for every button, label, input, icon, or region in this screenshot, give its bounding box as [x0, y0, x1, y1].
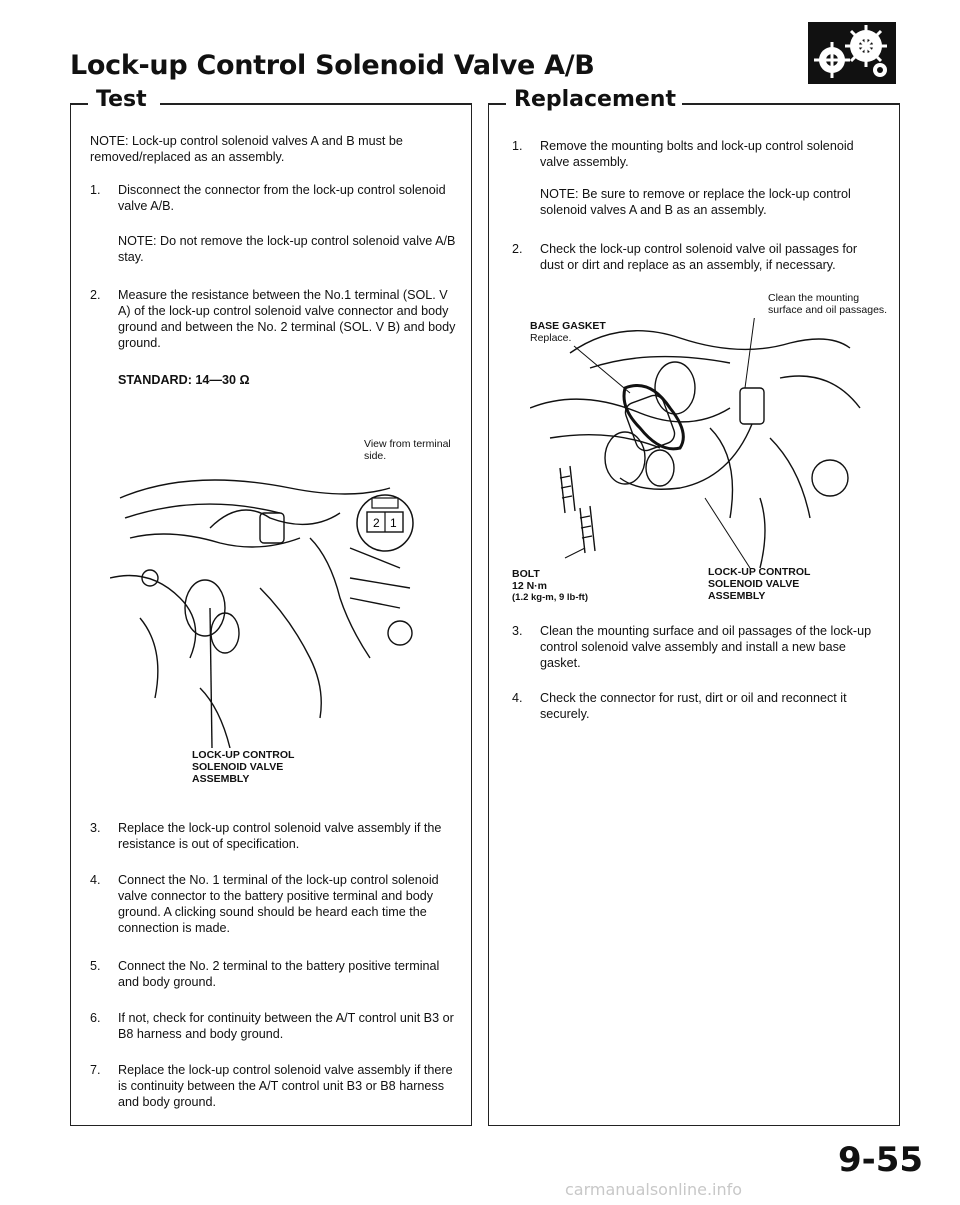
replacement-step-3 — [512, 623, 884, 671]
terminal-2-label: 2 — [373, 516, 380, 530]
step-number: 3. — [90, 821, 101, 835]
test-step-3 — [90, 820, 462, 852]
replacement-heading: Replacement — [508, 87, 682, 113]
replacement-figure — [530, 318, 880, 568]
replacement-step-2 — [512, 241, 882, 273]
replacement-top-rule-right — [660, 103, 900, 105]
clean-label: Clean the mounting surface and oil passages. — [768, 292, 888, 316]
step-number: 7. — [90, 1063, 101, 1077]
bolt-label: BOLT — [512, 568, 540, 580]
test-step-6 — [90, 1010, 462, 1042]
terminal-1-label: 1 — [390, 516, 397, 530]
step-text: Check the connector for rust, dirt or oil and reconnect it securely. — [540, 691, 847, 721]
test-heading: Test — [90, 87, 153, 113]
step-number: 3. — [512, 624, 523, 638]
gears-transmission-icon — [808, 22, 896, 84]
watermark: carmanualsonline.info — [565, 1180, 743, 1199]
test-standard: STANDARD: 14—30 Ω — [118, 373, 250, 387]
test-figure — [110, 458, 460, 748]
page-title: Lock-up Control Solenoid Valve A/B — [70, 50, 595, 81]
step-text: Replace the lock-up control solenoid valve assembly if the resistance is out of specification. — [118, 821, 442, 851]
replacement-figure-callout: LOCK-UP CONTROL SOLENOID VALVE ASSEMBLY — [708, 566, 811, 602]
test-step-1-note: NOTE: Do not remove the lock-up control solenoid valve A/B stay. — [118, 234, 456, 264]
step-text: Remove the mounting bolts and lock-up control solenoid valve assembly. — [540, 139, 854, 169]
step-number: 2. — [90, 288, 101, 302]
page-number: 9-55 — [838, 1140, 924, 1180]
test-note: NOTE: Lock-up control solenoid valves A and B must be removed/replaced as an assembly. — [90, 134, 403, 164]
test-step-2 — [90, 287, 462, 351]
step-text: If not, check for continuity between the A/T control unit B3 or B8 harness and body ground. — [118, 1011, 454, 1041]
bolt-torque-alt: (1.2 kg-m, 9 lb-ft) — [512, 592, 589, 603]
step-text: Disconnect the connector from the lock-up control solenoid valve A/B. — [118, 183, 446, 213]
base-gasket-label: BASE GASKET — [530, 320, 606, 332]
bolt-icon — [560, 466, 595, 553]
step-number: 1. — [512, 139, 523, 153]
bolt-torque: 12 N·m — [512, 580, 548, 592]
step-text: Replace the lock-up control solenoid valve assembly if there is continuity between the A/T control unit B3 or B8 harness and body ground. — [118, 1063, 453, 1109]
step-text: Connect the No. 1 terminal of the lock-up control solenoid valve connector to the battery positive terminal and body ground. A clicking sound should be heard each time the connection is made. — [118, 873, 439, 935]
connector-detail — [357, 495, 413, 551]
test-top-rule-right — [160, 103, 472, 105]
replacement-top-rule — [488, 103, 506, 105]
test-figure-callout: LOCK-UP CONTROL SOLENOID VALVE ASSEMBLY — [192, 749, 295, 785]
replacement-step-4 — [512, 690, 884, 722]
replacement-step-1-note: NOTE: Be sure to remove or replace the lock-up control solenoid valves A and B as an assembly. — [540, 187, 851, 217]
step-text: Measure the resistance between the No.1 terminal (SOL. V A) of the lock-up control solenoid valve connector and body ground and between the No. 2 terminal (SOL. V B) and body ground. — [118, 288, 456, 350]
step-text: Connect the No. 2 terminal to the battery positive terminal and body ground. — [118, 959, 440, 989]
step-number: 5. — [90, 959, 101, 973]
test-step-1 — [90, 182, 460, 214]
test-top-rule — [70, 103, 88, 105]
step-number: 4. — [90, 873, 101, 887]
base-gasket-sub: Replace. — [530, 332, 572, 344]
step-number: 4. — [512, 691, 523, 705]
test-step-5 — [90, 958, 462, 990]
step-number: 2. — [512, 242, 523, 256]
step-text: Clean the mounting surface and oil passages of the lock-up control solenoid valve assembly and install a new base gasket. — [540, 624, 872, 670]
test-step-7 — [90, 1062, 462, 1110]
view-from-label: View from terminal side. — [364, 438, 451, 462]
test-step-4 — [90, 872, 462, 936]
step-number: 6. — [90, 1011, 101, 1025]
step-number: 1. — [90, 183, 101, 197]
step-text: Check the lock-up control solenoid valve oil passages for dust or dirt and replace as an assembly, if necessary. — [540, 242, 858, 272]
replacement-step-1 — [512, 138, 882, 170]
